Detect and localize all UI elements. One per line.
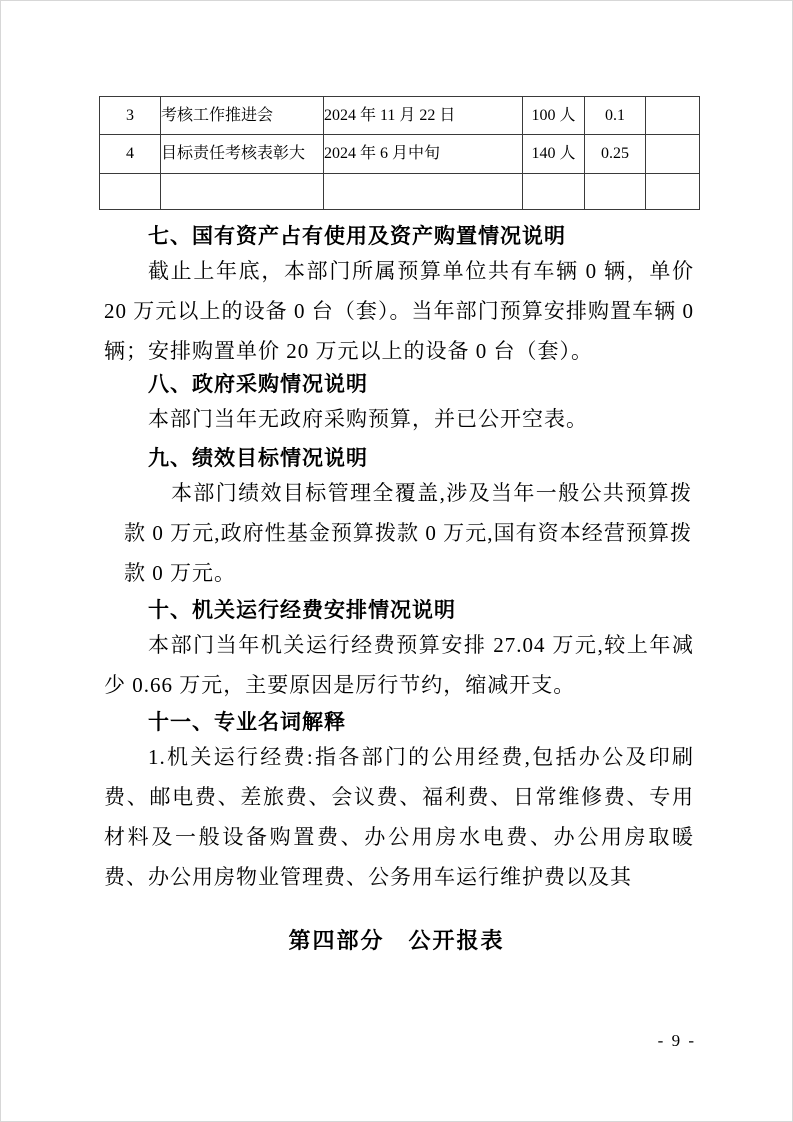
cell-name: [161, 174, 324, 210]
cell-date: [324, 174, 523, 210]
section-paragraph: 本部门绩效目标管理全覆盖,涉及当年一般公共预算拨款 0 万元,政府性基金预算拨款 0 万元,国有资本经营预算拨款 0 万元。: [124, 481, 692, 585]
section-performance-targets: [104, 445, 694, 593]
cell-name: 考核工作推进会: [161, 97, 324, 135]
section-paragraph: 截止上年底，本部门所属预算单位共有车辆 0 辆，单价 20 万元以上的设备 0 台（套）。当年部门预算安排购置车辆 0 辆；安排购置单价 20 万元以上的设备 0 台（套）。: [104, 259, 694, 363]
table-row: [100, 97, 700, 135]
cell-date: 2024 年 6 月中旬: [324, 135, 523, 174]
section-state-assets: [104, 223, 694, 371]
part-four-title: 第四部分 公开报表: [288, 928, 505, 953]
section-heading: 十一、专业名词解释: [148, 711, 346, 734]
section-paragraph: 本部门当年无政府采购预算，并已公开空表。: [148, 407, 588, 431]
cell-index: 4: [100, 135, 161, 174]
section-heading: 八、政府采购情况说明: [148, 373, 368, 396]
section-heading: 十、机关运行经费安排情况说明: [148, 599, 456, 622]
cell-name: 目标责任考核表彰大: [161, 135, 324, 174]
cell-attendance: 140 人: [523, 135, 585, 174]
cell-attendance: 100 人: [523, 97, 585, 135]
section-paragraph: 本部门当年机关运行经费预算安排 27.04 万元,较上年减少 0.66 万元，主要原因是厉行节约，缩减开支。: [104, 633, 694, 697]
cell-amount: 0.25: [585, 135, 646, 174]
cell-attendance: [523, 174, 585, 210]
activities-table: [99, 96, 700, 210]
table-row: [100, 174, 700, 210]
page-number: - 9 -: [657, 1031, 696, 1050]
cell-note: [646, 97, 700, 135]
section-government-procurement: [104, 371, 694, 439]
section-operating-funds: [104, 597, 694, 705]
section-terminology: [104, 709, 694, 897]
cell-note: [646, 174, 700, 210]
cell-index: [100, 174, 161, 210]
cell-index: 3: [100, 97, 161, 135]
cell-amount: [585, 174, 646, 210]
section-heading: 七、国有资产占有使用及资产购置情况说明: [148, 225, 566, 248]
section-heading: 九、绩效目标情况说明: [148, 447, 368, 470]
table-row: [100, 135, 700, 174]
cell-date: 2024 年 11 月 22 日: [324, 97, 523, 135]
cell-note: [646, 135, 700, 174]
section-paragraph: 1.机关运行经费:指各部门的公用经费,包括办公及印刷费、邮电费、差旅费、会议费、福利费、日常维修费、专用材料及一般设备购置费、办公用房水电费、办公用房取暖费、办公用房物业管理费、公务用车运行维护费以及其: [104, 745, 694, 889]
cell-amount: 0.1: [585, 97, 646, 135]
